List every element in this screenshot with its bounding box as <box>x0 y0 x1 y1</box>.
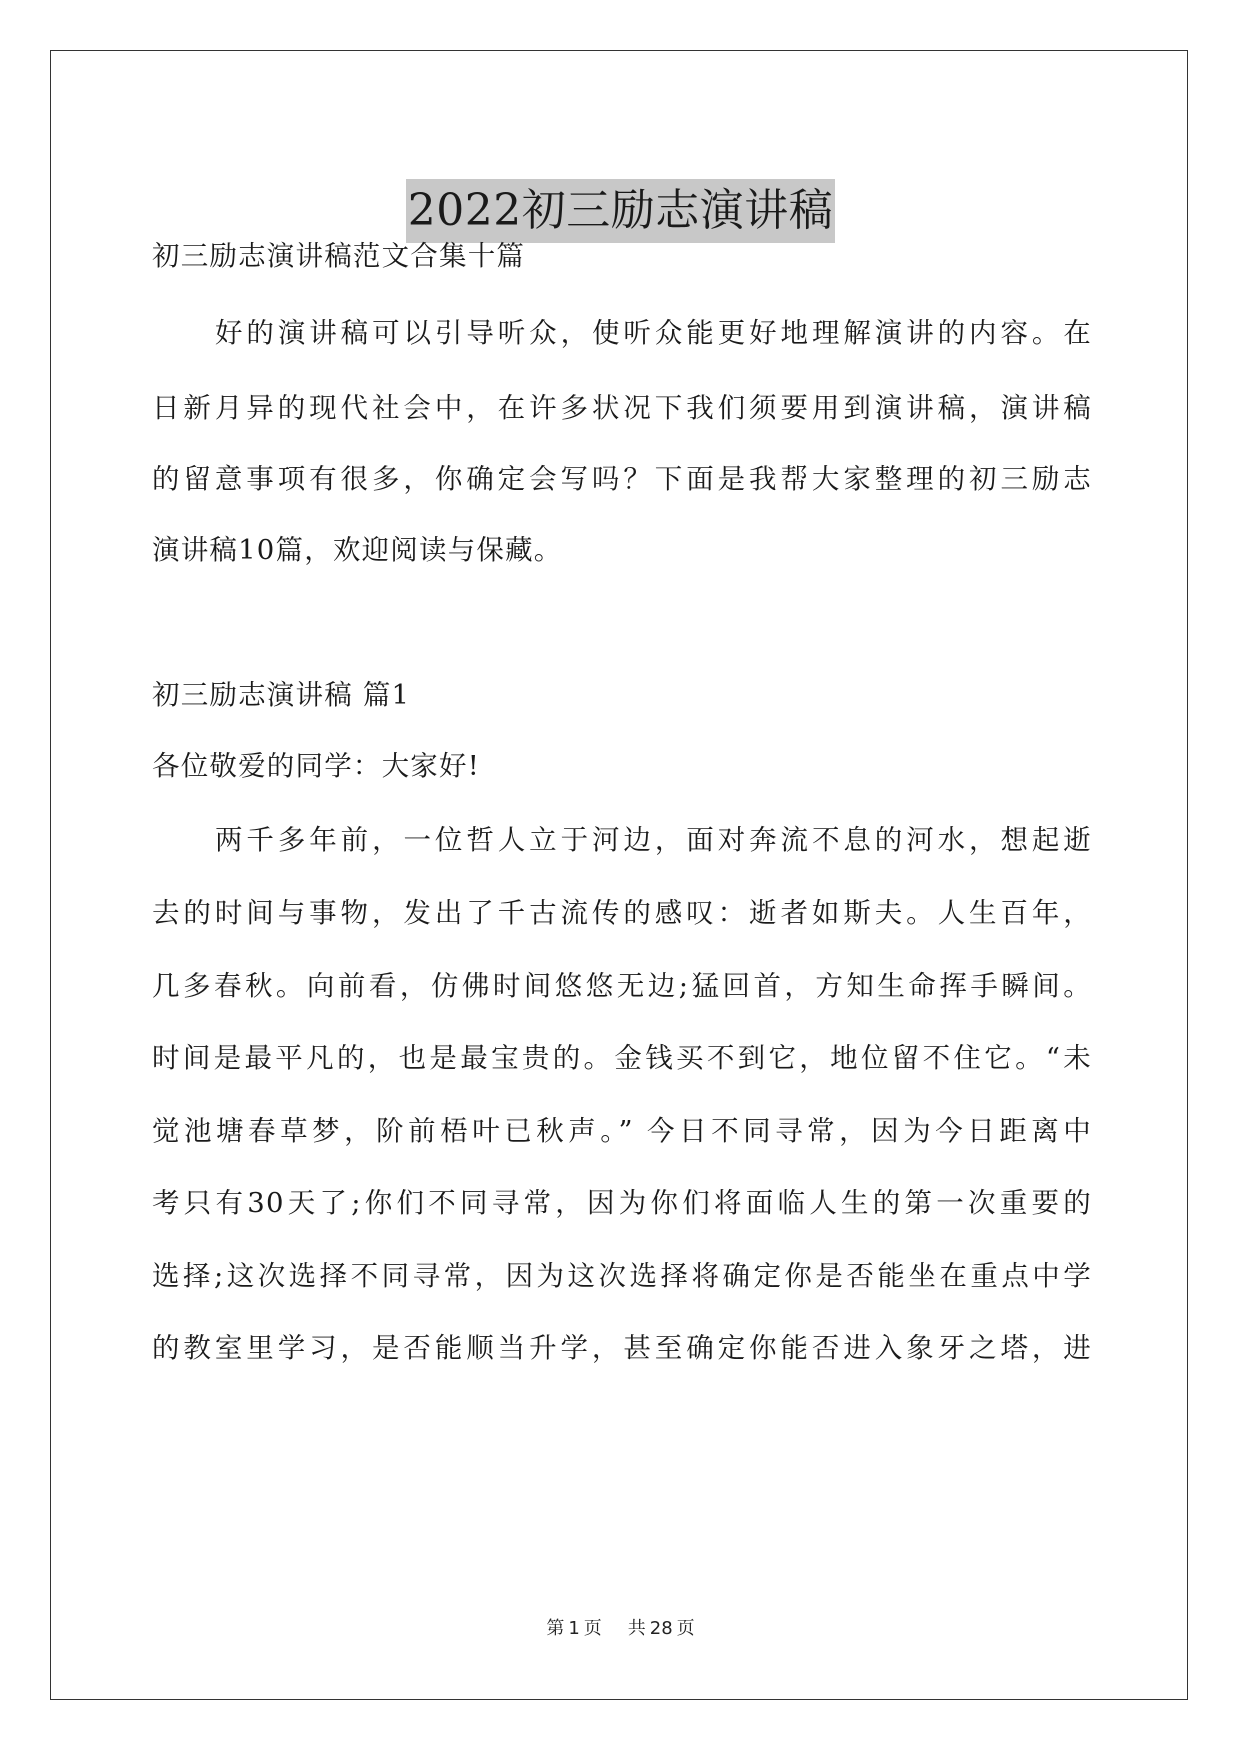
page-label-prefix: 第 <box>546 1618 565 1639</box>
total-pages: 28 <box>649 1618 673 1639</box>
intro-line: 的留意事项有很多，你确定会写吗？下面是我帮大家整理的初三励志 <box>152 463 1092 495</box>
body-line: 考只有30天了;你们不同寻常，因为你们将面临人生的第一次重要的 <box>152 1187 1092 1219</box>
greeting: 各位敬爱的同学：大家好! <box>152 750 480 782</box>
document-title: 2022初三励志演讲稿 <box>406 179 835 243</box>
page-label-suffix: 页 <box>583 1618 602 1639</box>
body-line: 觉池塘春草梦，阶前梧叶已秋声。” 今日不同寻常，因为今日距离中 <box>152 1115 1092 1147</box>
total-pages-suffix: 页 <box>676 1618 695 1639</box>
intro-line: 演讲稿10篇，欢迎阅读与保藏。 <box>152 534 563 566</box>
total-pages-prefix: 共 <box>627 1618 646 1639</box>
intro-line: 日新月异的现代社会中，在许多状况下我们须要用到演讲稿，演讲稿 <box>152 392 1092 424</box>
page-number: 1 <box>568 1618 580 1639</box>
body-line: 的教室里学习，是否能顺当升学，甚至确定你能否进入象牙之塔，进 <box>152 1332 1092 1364</box>
page-footer <box>0 1617 1241 1641</box>
section-heading: 初三励志演讲稿 篇1 <box>152 679 411 711</box>
page-border <box>50 50 1188 1700</box>
body-line: 去的时间与事物，发出了千古流传的感叹：逝者如斯夫。人生百年， <box>152 897 1092 929</box>
intro-line: 好的演讲稿可以引导听众，使听众能更好地理解演讲的内容。在 <box>215 317 1092 349</box>
body-line: 几多春秋。向前看，仿佛时间悠悠无边;猛回首，方知生命挥手瞬间。 <box>152 970 1092 1002</box>
body-line: 时间是最平凡的，也是最宝贵的。金钱买不到它，地位留不住它。“未 <box>152 1042 1092 1074</box>
body-line: 选择;这次选择不同寻常，因为这次选择将确定你是否能坐在重点中学 <box>152 1260 1092 1292</box>
body-line: 两千多年前，一位哲人立于河边，面对奔流不息的河水，想起逝 <box>215 824 1092 856</box>
document-subtitle: 初三励志演讲稿范文合集十篇 <box>152 240 526 272</box>
